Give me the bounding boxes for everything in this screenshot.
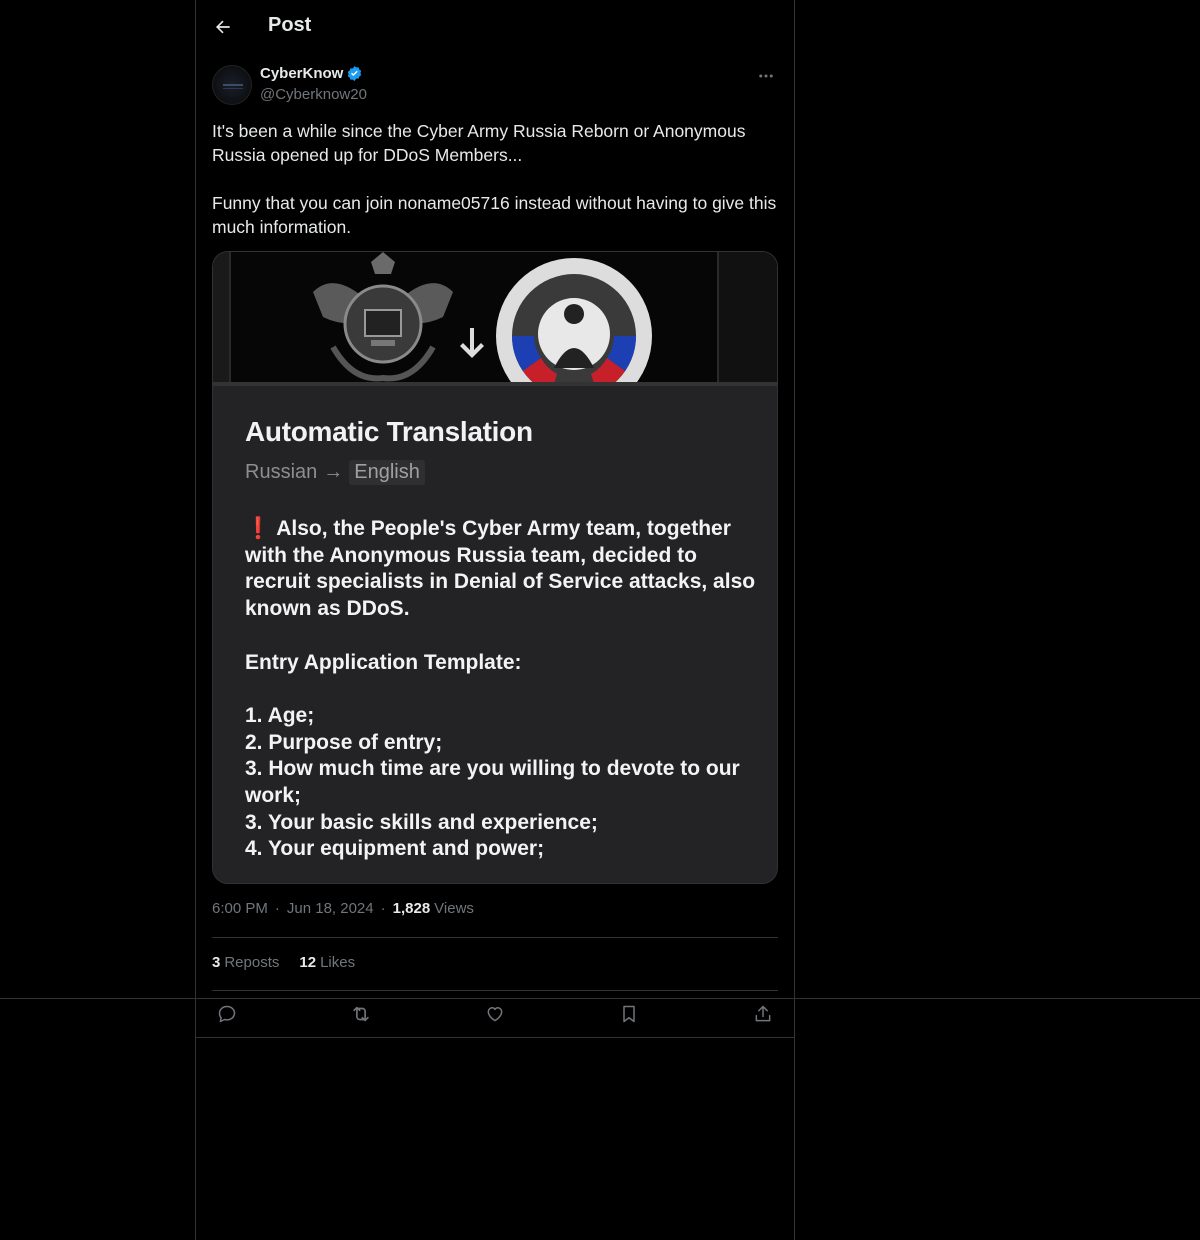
like-button[interactable] <box>482 1001 508 1027</box>
action-bar <box>212 1001 778 1029</box>
page-title: Post <box>268 14 312 36</box>
post-text <box>212 119 778 239</box>
bookmark-icon <box>619 1004 639 1024</box>
post-paragraph: It's been a while since the Cyber Army Russia Reborn or Anonymous Russia opened up for DDoS Members... <box>212 121 746 165</box>
reposts-stat[interactable]: 3 Reposts <box>212 954 280 971</box>
translation-line: 1. Age; <box>245 703 315 727</box>
author-display-name[interactable]: CyberKnow <box>260 65 344 82</box>
more-options-button[interactable] <box>754 64 778 88</box>
divider <box>195 1037 795 1038</box>
download-arrow-icon <box>457 326 487 360</box>
reply-icon <box>217 1004 237 1024</box>
views-label: Views <box>434 900 474 917</box>
likes-stat[interactable]: 12 Likes <box>299 954 356 971</box>
back-button[interactable] <box>208 12 238 42</box>
post-stats <box>212 954 375 971</box>
avatar[interactable] <box>212 65 252 105</box>
views-count: 1,828 <box>392 900 431 917</box>
post-date[interactable]: Jun 18, 2024 <box>286 900 374 917</box>
main-column <box>195 0 795 1240</box>
repost-button[interactable] <box>348 1001 374 1027</box>
translation-line: 3. How much time are you willing to devote to our work; <box>245 757 740 807</box>
share-button[interactable] <box>750 1001 776 1027</box>
reply-button[interactable] <box>214 1001 240 1027</box>
target-language: English <box>349 460 425 485</box>
translation-panel <box>213 386 778 884</box>
like-icon <box>485 1004 505 1024</box>
post-meta <box>212 900 474 917</box>
arrow-left-icon <box>213 17 233 37</box>
author-name-row <box>260 65 363 82</box>
verified-badge-icon[interactable] <box>346 65 363 82</box>
post-image[interactable] <box>212 251 778 884</box>
translation-line: 3. Your basic skills and experience; <box>245 810 598 834</box>
meta-separator: · <box>274 900 280 917</box>
image-banner <box>213 252 778 386</box>
author-row <box>212 64 778 108</box>
eagle-emblem-icon <box>293 252 473 386</box>
arrow-right-icon: → <box>323 461 344 483</box>
top-bar <box>196 0 794 53</box>
translation-line: 4. Your equipment and power; <box>245 837 545 861</box>
meta-separator: · <box>380 900 386 917</box>
exclamation-icon: ❗ <box>245 517 272 540</box>
repost-icon <box>350 1003 372 1025</box>
post-time[interactable]: 6:00 PM <box>212 900 268 917</box>
share-icon <box>753 1004 773 1024</box>
translation-languages <box>245 460 425 485</box>
divider <box>0 998 1200 999</box>
translation-line: Entry Application Template: <box>245 650 522 674</box>
divider <box>212 937 778 938</box>
anonymous-emblem-icon <box>491 258 657 386</box>
divider <box>212 990 778 991</box>
translation-line: ❗ Also, the People's Cyber Army team, together with the Anonymous Russia team, decided to recruit specialists in Denial of Service attacks, also known as DDoS. <box>245 517 756 621</box>
more-icon <box>757 67 775 85</box>
translation-line: 2. Purpose of entry; <box>245 730 443 754</box>
translation-body <box>245 516 760 863</box>
source-language: Russian <box>245 461 318 483</box>
translation-title: Automatic Translation <box>245 416 533 447</box>
author-handle[interactable]: @Cyberknow20 <box>260 86 367 103</box>
bookmark-button[interactable] <box>616 1001 642 1027</box>
post-paragraph: Funny that you can join noname05716 instead without having to give this much information. <box>212 193 777 237</box>
